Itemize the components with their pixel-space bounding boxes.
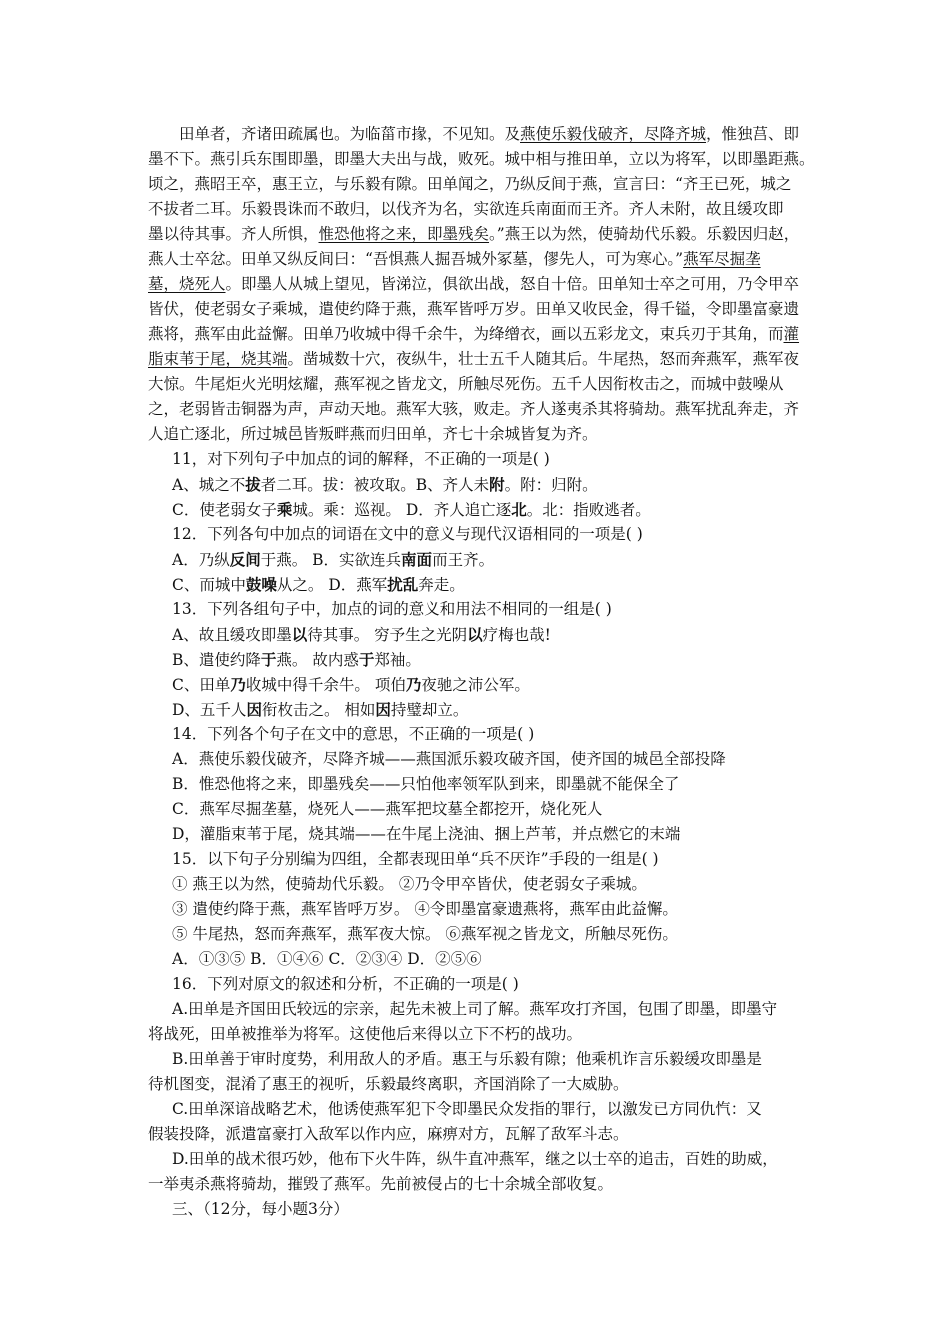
question-text: 16．下列对原文的叙述和分析，不正确的一项是( ) <box>172 975 519 993</box>
question-line <box>148 547 820 572</box>
analysis-line: B.田单善于审时度势，利用敌人的矛盾。惠王与乐毅有隙；他乘机诈言乐毅缓攻即墨是 <box>172 1050 762 1068</box>
passage-line <box>148 172 820 197</box>
question-text: 13．下列各组句子中，加点的词的意义和用法不相同的一组是( ) <box>172 600 612 618</box>
question-text: 疗梅也哉! <box>482 626 551 644</box>
question-line <box>148 747 820 772</box>
emphasized-word: 以 <box>291 625 308 644</box>
question-text: 郑袖。 <box>374 651 421 669</box>
emphasized-word: 南面 <box>401 550 433 569</box>
question-text: A．①③⑤ B．①④⑥ C．②③④ D．②⑤⑥ <box>172 950 482 968</box>
passage-text: 燕将，燕军由此益懈。田单乃收城中得千余牛，为绛缯衣，画以五彩龙文，束兵刃于其角，而 <box>148 325 784 343</box>
question-text: D、五千人 <box>172 701 247 719</box>
question-text: A、故且缓攻即墨 <box>172 626 292 644</box>
question-text: B．惟恐他将之来，即墨残矣——只怕他率领军队到来，即墨就不能保全了 <box>172 775 680 793</box>
emphasized-word: 北 <box>511 500 527 519</box>
underlined-sentence: 脂束苇于尾，烧其端 <box>148 350 288 368</box>
question-text: 奔走。 <box>418 576 465 594</box>
question-line <box>148 822 820 847</box>
analysis-block <box>148 997 820 1197</box>
question-line <box>148 647 820 672</box>
question-line <box>148 697 820 722</box>
question-line <box>148 672 820 697</box>
emphasized-word: 以 <box>467 625 483 644</box>
underlined-sentence: 墓，烧死人 <box>148 275 226 293</box>
question-line <box>148 597 820 622</box>
question-line <box>148 972 820 997</box>
passage-text: 皆伏，使老弱女子乘城，遣使约降于燕，燕军皆呼万岁。田单又收民金，得千镒，令即墨富豪遗 <box>148 300 800 318</box>
question-text: C．燕军尽掘垄墓，烧死人——燕军把坟墓全都挖开，烧化死人 <box>172 800 603 818</box>
underlined-sentence: 灌 <box>783 325 800 343</box>
passage-line <box>148 147 820 172</box>
passage-line <box>148 247 820 272</box>
passage-line <box>148 222 820 247</box>
question-text: 待其事。 穷予生之光阴 <box>307 626 468 644</box>
question-text: 收城中得千余牛。 项伯 <box>245 676 406 694</box>
question-text: 燕。 故内惑 <box>276 651 359 669</box>
underlined-sentence: 燕使乐毅伐破齐，尽降齐城 <box>520 125 707 143</box>
analysis-line: D.田单的战术很巧妙，他布下火牛阵，纵牛直冲燕军，继之以士卒的追击，百姓的助威， <box>172 1150 778 1168</box>
question-line <box>148 947 820 972</box>
document-page <box>148 122 820 1222</box>
question-text: 衔枚击之。 相如 <box>261 701 376 719</box>
analysis-line: 一举夷杀燕将骑劫，摧毁了燕军。先前被侵占的七十余城全部收复。 <box>148 1175 614 1193</box>
question-text: 。附：归附。 <box>504 476 598 494</box>
question-text: 从之。 D．燕军 <box>276 576 388 594</box>
question-text: ① 燕王以为然，使骑劫代乐毅。 ②乃令甲卒皆伏，使老弱女子乘城。 <box>172 875 647 893</box>
emphasized-word: 于 <box>260 650 277 669</box>
passage <box>148 122 820 447</box>
passage-text: 墨以待其事。齐人所惧， <box>148 225 319 243</box>
passage-text: 田单者，齐诸田疏属也。为临菑市掾，不见知。及 <box>179 125 521 143</box>
analysis-line: A.田单是齐国田氏较远的宗亲，起先未被上司了解。燕军攻打齐国，包围了即墨，即墨守 <box>172 1000 778 1018</box>
passage-line <box>148 372 820 397</box>
emphasized-word: 乃 <box>230 675 246 694</box>
question-line <box>148 522 820 547</box>
question-line <box>148 922 820 947</box>
question-text: 。北：指败逃者。 <box>526 501 651 519</box>
passage-text: 之，老弱皆击铜器为声，声动天地。燕军大骇，败走。齐人遂夷杀其将骑劫。燕军扰乱奔走，齐 <box>148 400 800 418</box>
emphasized-word: 乃 <box>405 675 422 694</box>
question-text: A．乃纵 <box>172 551 230 569</box>
question-line <box>148 722 820 747</box>
passage-line <box>148 197 820 222</box>
question-text: 夜驰之沛公军。 <box>421 676 530 694</box>
question-line <box>148 772 820 797</box>
question-text: 持璧却立。 <box>390 701 469 719</box>
question-text: 11，对下列句子中加点的词的解释，不正确的一项是( ) <box>172 450 550 468</box>
question-text: D，灌脂束苇于尾，烧其端——在牛尾上浇油、捆上芦苇，并点燃它的末端 <box>172 825 681 843</box>
question-text: A、城之不 <box>172 476 246 494</box>
question-line <box>148 897 820 922</box>
passage-text: 墨不下。燕引兵东围即墨，即墨大夫出与战，败死。城中相与推田单，立以为将军，以即墨距燕。 <box>148 150 815 168</box>
passage-line <box>148 347 820 372</box>
question-text: 12．下列各句中加点的词语在文中的意义与现代汉语相同的一项是( ) <box>172 525 643 543</box>
emphasized-word: 因 <box>375 700 391 719</box>
passage-line <box>148 397 820 422</box>
analysis-line: C.田单深谙战略艺术，他诱使燕军犯下令即墨民众发指的罪行，以激发已方同仇忾：又 <box>172 1100 762 1118</box>
question-line <box>148 497 820 522</box>
passage-text: 。”燕王以为然，使骑劫代乐毅。乐毅因归赵， <box>489 225 800 243</box>
analysis-line: 待机图变，混淆了惠王的视听，乐毅最终离职，齐国消除了一大威胁。 <box>148 1075 629 1093</box>
passage-text: 不拔者二耳。乐毅畏诛而不敢归，以伐齐为名，实欲连兵南面而王齐。齐人未附，故且缓攻即 <box>148 200 784 218</box>
questions-block <box>148 447 820 997</box>
question-line <box>148 447 820 472</box>
passage-text: 。凿城数十穴，夜纵牛，壮士五千人随其后。牛尾热，怒而奔燕军，燕军夜 <box>287 350 800 368</box>
question-line <box>148 797 820 822</box>
emphasized-word: 鼓噪 <box>245 575 277 594</box>
passage-text: 人追亡逐北，所过城邑皆叛畔燕而归田单，齐七十余城皆复为齐。 <box>148 425 598 443</box>
question-text: ⑤ 牛尾热，怒而奔燕军，燕军夜大惊。 ⑥燕军视之皆龙文，所触尽死伤。 <box>172 925 678 943</box>
emphasized-word: 附 <box>489 475 505 494</box>
question-text: 15．以下句子分别编为四组，全都表现田单“兵不厌诈”手段的一组是( ) <box>172 850 659 868</box>
passage-text: 。即墨人从城上望见，皆涕泣，俱欲出战，怒自十倍。田单知士卒之可用，乃令甲卒 <box>225 275 800 293</box>
question-text: 者二耳。拔：被攻取。B、齐人未 <box>260 476 490 494</box>
passage-line <box>148 272 820 297</box>
question-line <box>148 847 820 872</box>
question-line <box>148 622 820 647</box>
emphasized-word: 于 <box>358 650 375 669</box>
question-text: C、而城中 <box>172 576 246 594</box>
question-text: B、遣使约降 <box>172 651 261 669</box>
emphasized-word: 乘 <box>276 500 293 519</box>
underlined-sentence: 惟恐他将之来，即墨残矣 <box>318 225 490 243</box>
passage-line <box>148 322 820 347</box>
passage-text: 燕人士卒忿。田单又纵反间曰：“吾惧燕人掘吾城外冢墓，僇先人，可为寒心。” <box>148 250 684 268</box>
question-text: 而王齐。 <box>432 551 495 569</box>
emphasized-word: 扰乱 <box>387 575 419 594</box>
emphasized-word: 反间 <box>229 550 261 569</box>
passage-text: ，惟独莒、即 <box>706 125 800 143</box>
question-text: 城。乘：巡视。 D．齐人追亡逐 <box>292 501 512 519</box>
question-text: ③ 遣使约降于燕，燕军皆呼万岁。 ④令即墨富豪遗燕将，燕军由此益懈。 <box>172 900 678 918</box>
underlined-sentence: 燕军尽掘垄 <box>683 250 761 268</box>
passage-text: 大惊。牛尾炬火光明炫耀，燕军视之皆龙文，所触尽死伤。五千人因衔枚击之，而城中鼓噪从 <box>148 375 784 393</box>
question-line <box>148 572 820 597</box>
question-text: C、田单 <box>172 676 231 694</box>
passage-line <box>148 422 820 447</box>
analysis-line: 将战死，田单被推举为将军。这使他后来得以立下不朽的战功。 <box>148 1025 583 1043</box>
analysis-line: 假装投降，派遣富豪打入敌军以作内应，麻痹对方，瓦解了敌军斗志。 <box>148 1125 629 1143</box>
section-heading-3: 三、（12分，每小题3分） <box>172 1200 349 1218</box>
passage-line <box>148 122 820 147</box>
question-text: 于燕。 B．实欲连兵 <box>260 551 402 569</box>
passage-text: 顷之，燕昭王卒，惠王立，与乐毅有隙。田单闻之，乃纵反间于燕，宣言曰：“齐王已死，城之 <box>148 175 792 193</box>
question-line <box>148 472 820 497</box>
emphasized-word: 因 <box>246 700 262 719</box>
question-text: 14．下列各个句子在文中的意思，不正确的一项是( ) <box>172 725 535 743</box>
question-line <box>148 872 820 897</box>
passage-line <box>148 297 820 322</box>
question-text: C．使老弱女子 <box>172 501 277 519</box>
question-text: A．燕使乐毅伐破齐，尽降齐城——燕国派乐毅攻破齐国，使齐国的城邑全部投降 <box>172 750 726 768</box>
emphasized-word: 拔 <box>245 475 261 494</box>
